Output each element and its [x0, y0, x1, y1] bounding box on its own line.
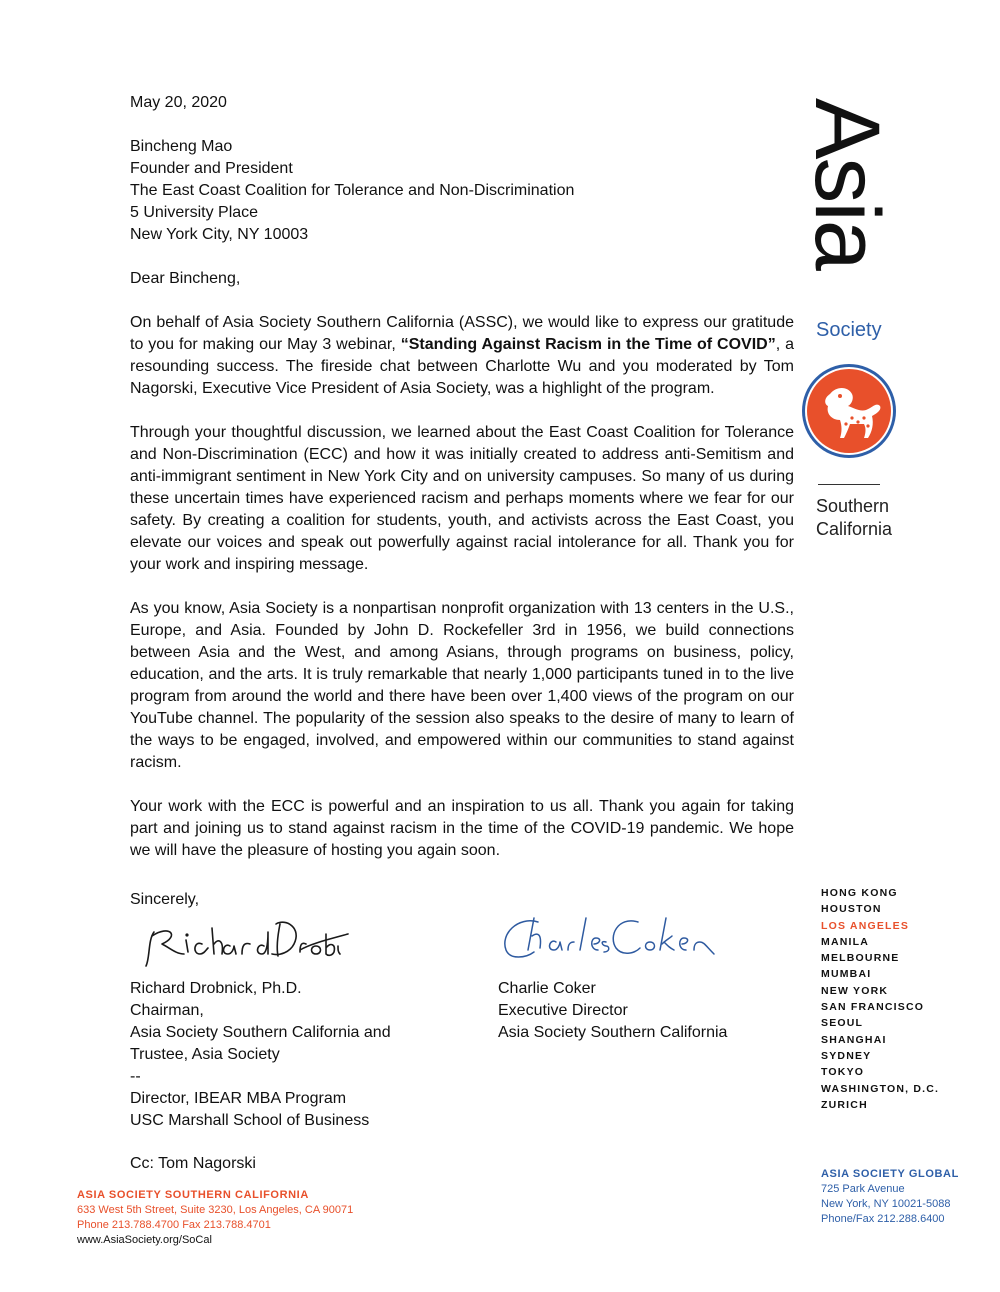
footer-global-address — [821, 1167, 959, 1227]
recipient-title: Founder and President — [130, 160, 293, 177]
recipient-city: New York City, NY 10003 — [130, 226, 309, 243]
signer2-line: Charlie Coker — [498, 980, 596, 997]
center-item: ZURICH — [821, 1098, 868, 1111]
svg-text:Asia: Asia — [796, 98, 898, 269]
center-item: SAN FRANCISCO — [821, 1001, 925, 1014]
center-item: NEW YORK — [821, 984, 889, 997]
paragraph-2: Through your thoughtful discussion, we learned about the East Coast Coalition for Tolerance and Non-Discrimination (ECC) and how it was initially created to address anti-Semitism and anti-immigrant sentiment in New York City and on university campuses. So many of us during these uncertain times have experienced racism and perhaps moments where we fear for our safety. By creating a coalition for students, youth, and activists across the East Coast, you elevate our voices and speak out powerfully against racial intolerance for all. Thank you for your work and inspiring message. — [130, 424, 794, 573]
signer-charlie-coker — [498, 978, 727, 1044]
recipient-name: Bincheng Mao — [130, 138, 233, 155]
webinar-title: “Standing Against Racism in the Time of COVID” — [400, 336, 776, 353]
salutation: Dear Bincheng, — [130, 270, 241, 287]
center-item: TOKYO — [821, 1066, 865, 1079]
center-item: WASHINGTON, D.C. — [821, 1082, 940, 1095]
paragraph-1-start: On behalf of Asia Society Southern California (ASSC), we would like to express our gratitude to you for making our May 3 webinar, — [130, 314, 794, 353]
signer1-line: Asia Society Southern California and — [130, 1024, 391, 1041]
region-line: Southern — [816, 496, 890, 516]
recipient-block — [130, 136, 794, 246]
center-item: SEOUL — [821, 1017, 864, 1030]
region-line: California — [816, 519, 893, 539]
signer-richard-drobnick — [130, 978, 391, 1132]
logo-divider — [818, 484, 880, 485]
signer2-line: Asia Society Southern California — [498, 1024, 728, 1041]
footer-socal-url[interactable]: www.AsiaSociety.org/SoCal — [77, 1234, 212, 1246]
closing: Sincerely, — [130, 891, 200, 908]
logo-society-text: Society — [816, 319, 882, 341]
signature-richard-drobnick — [140, 910, 350, 970]
footer-global-line: 725 Park Avenue — [821, 1183, 905, 1195]
signer1-line: Chairman, — [130, 1002, 204, 1019]
signer2-line: Executive Director — [498, 1002, 628, 1019]
center-item-highlighted: LOS ANGELES — [821, 919, 910, 932]
recipient-organization: The East Coast Coalition for Tolerance and Non-Discrimination — [130, 182, 575, 199]
signer1-line: Trustee, Asia Society — [130, 1046, 280, 1063]
paragraph-4: Your work with the ECC is powerful and an inspiration to us all. Thank you again for taking part and joining us to stand against racism in the time of the COVID-19 pandemic. We hope we will have the pleasure of hosting you again soon. — [130, 798, 794, 859]
footer-socal-phone: Phone 213.788.4700 Fax 213.788.4701 — [77, 1219, 271, 1231]
cc-line: Cc: Tom Nagorski — [130, 1155, 256, 1172]
signer1-line: -- — [130, 1068, 141, 1085]
signer1-line: Richard Drobnick, Ph.D. — [130, 980, 302, 997]
signer1-line: USC Marshall School of Business — [130, 1112, 370, 1129]
center-item: MANILA — [821, 935, 870, 948]
lion-seal-icon — [800, 362, 898, 460]
letter-date: May 20, 2020 — [130, 94, 227, 111]
paragraph-3: As you know, Asia Society is a nonpartisan nonprofit organization with 13 centers in the U.S., Europe, and Asia. Founded by John D. Rockefeller 3rd in 1956, we build connections between Asia and the West, and among Asians, through programs on business, policy, education, and the arts. It is truly remarkable that nearly 1,000 participants tuned in to the live program from around the world and there have been over 1,400 views of the program on our YouTube channel. The popularity of the session also speaks to the desire of many to learn of the ways to be engaged, involved, and empowered within our communities to stand against racism. — [130, 600, 794, 771]
recipient-street: 5 University Place — [130, 204, 259, 221]
letter-body — [130, 92, 794, 884]
footer-socal-title: ASIA SOCIETY SOUTHERN CALIFORNIA — [77, 1189, 309, 1201]
logo-region — [816, 495, 892, 541]
center-item: SYDNEY — [821, 1049, 872, 1062]
center-item: HOUSTON — [821, 903, 882, 916]
center-item: SHANGHAI — [821, 1033, 887, 1046]
center-item: HONG KONG — [821, 887, 898, 899]
signature-charles-coker — [498, 912, 718, 970]
signer1-line: Director, IBEAR MBA Program — [130, 1090, 347, 1107]
paragraph-1-end: , a resounding success. The fireside chat between Charlotte Wu and you moderated by Tom Nagorski, Executive Vice President of Asia Society, was a highlight of the program. — [130, 336, 794, 397]
asia-logo-wordmark — [796, 96, 900, 316]
centers-list — [821, 885, 939, 1113]
paragraph-1 — [130, 312, 794, 400]
footer-global-line: Phone/Fax 212.288.6400 — [821, 1213, 945, 1225]
footer-global-line: New York, NY 10021-5088 — [821, 1198, 951, 1210]
center-item: MUMBAI — [821, 968, 872, 981]
footer-socal-address — [77, 1188, 353, 1248]
footer-global-title: ASIA SOCIETY GLOBAL — [821, 1168, 959, 1180]
center-item: MELBOURNE — [821, 952, 900, 965]
footer-socal-street: 633 West 5th Street, Suite 3230, Los Angeles, CA 90071 — [77, 1204, 354, 1216]
